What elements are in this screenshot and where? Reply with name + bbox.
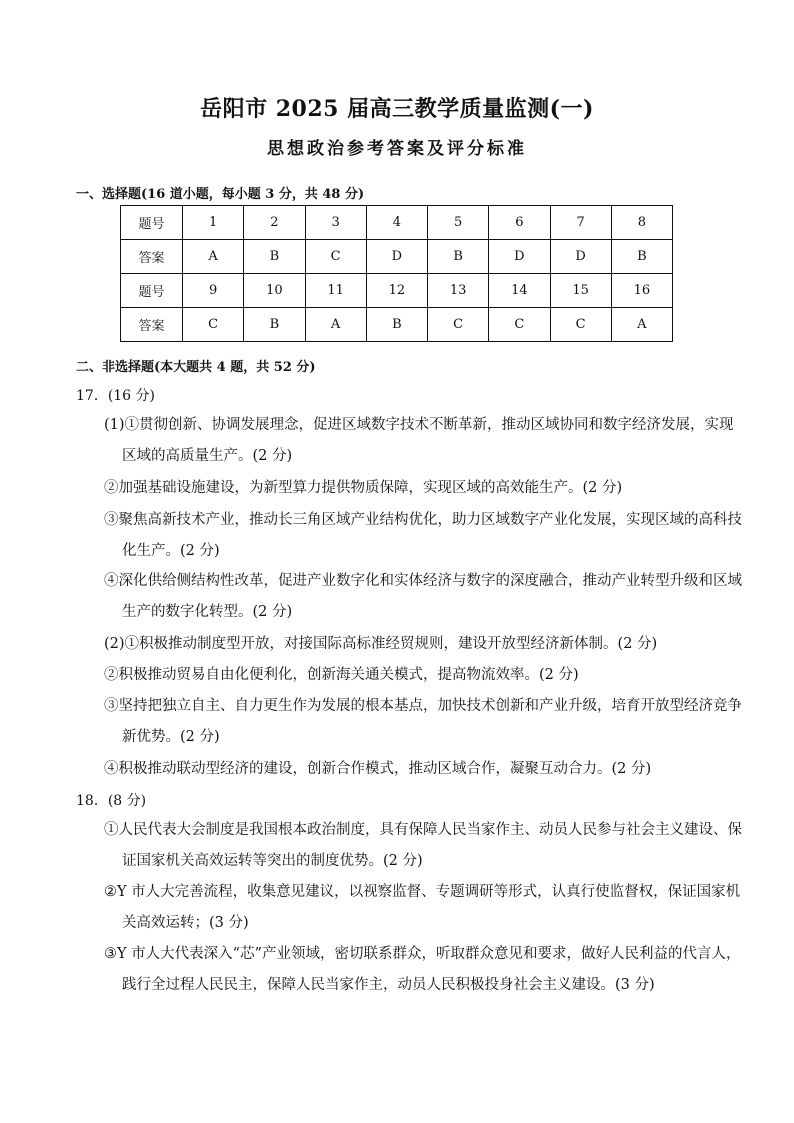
answer-table-cell: 12 [366,274,427,308]
answer-table-cell: 6 [489,206,550,240]
page-subtitle: 思想政治参考答案及评分标准 [267,139,527,159]
answer-table-row [121,206,673,240]
q18-paragraph-3: ③Y 市人大代表深入“芯”产业领域，密切联系群众，听取群众意见和要求，做好人民利益的代言人，践行全过程人民民主，保障人民当家作主，动员人民积极投身社会主义建设。(3 分) [104,946,741,993]
answer-table-cell: 11 [305,274,366,308]
question-18-heading: 18．(8 分) [76,793,147,809]
answer-table-row [121,274,673,308]
answer-table-cell: 7 [550,206,611,240]
answer-table-row [121,240,673,274]
answer-table-cell: 3 [305,206,366,240]
answer-table-cell: 16 [611,274,672,308]
answer-table-cell: B [244,240,305,274]
answer-table-cell: B [244,308,305,342]
q17-paragraph-7: ③坚持把独立自主、自力更生作为发展的根本基点，加快技术创新和产业升级，培育开放型经济竞争新优势。(2 分) [104,698,742,745]
answer-table-cell: B [366,308,427,342]
q17-paragraph-1: (1)①贯彻创新、协调发展理念，促进区域数字技术不断革新，推动区域协同和数字经济发展，实现区域的高质量生产。(2 分) [104,417,734,464]
question-17-heading: 17．(16 分) [76,388,156,404]
answer-table-cell: A [183,240,244,274]
answer-table-cell: C [305,240,366,274]
answer-table-cell: 9 [183,274,244,308]
answer-table-cell: 5 [428,206,489,240]
q17-paragraph-6: ②积极推动贸易自由化便利化，创新海关通关模式，提高物流效率。(2 分) [104,667,579,683]
answer-table-row-label: 题号 [121,274,183,308]
answer-table-cell: 1 [183,206,244,240]
q18-paragraph-1: ①人民代表大会制度是我国根本政治制度，具有保障人民当家作主、动员人民参与社会主义建设、保证国家机关高效运转等突出的制度优势。(2 分) [104,822,742,869]
answer-table-cell: B [611,240,672,274]
q17-paragraph-8: ④积极推动联动型经济的建设，创新合作模式，推动区域合作，凝聚互动合力。(2 分) [104,761,652,777]
answer-table-cell: 13 [428,274,489,308]
q18-paragraph-2: ②Y 市人大完善流程，收集意见建议，以视察监督、专题调研等形式，认真行使监督权，保证国家机关高效运转；(3 分) [104,884,741,931]
answer-table-cell: A [305,308,366,342]
answer-table-cell: C [183,308,244,342]
answer-table-cell: D [366,240,427,274]
answer-table-cell: 8 [611,206,672,240]
q17-paragraph-2: ②加强基础设施建设，为新型算力提供物质保障，实现区域的高效能生产。(2 分) [104,480,623,496]
answer-table-cell: C [550,308,611,342]
answer-table-cell: D [489,240,550,274]
answer-table-cell: C [489,308,550,342]
answer-table-cell: B [428,240,489,274]
answer-table [120,205,673,342]
q17-paragraph-4: ④深化供给侧结构性改革，促进产业数字化和实体经济与数字的深度融合，推动产业转型升级和区域生产的数字化转型。(2 分) [104,573,742,620]
page-title: 岳阳市 2025 届高三教学质量监测(一) [200,96,594,122]
answer-table-row [121,308,673,342]
answer-table-cell: 14 [489,274,550,308]
answer-table-cell: D [550,240,611,274]
answer-table-cell: C [428,308,489,342]
answer-table-cell: 10 [244,274,305,308]
section2-heading: 二、非选择题(本大题共 4 题，共 52 分) [76,360,316,375]
answer-table-cell: 4 [366,206,427,240]
q17-paragraph-5: (2)①积极推动制度型开放，对接国际高标准经贸规则，建设开放型经济新体制。(2 分) [104,636,658,652]
answer-table-row-label: 题号 [121,206,183,240]
section1-heading: 一、选择题(16 道小题，每小题 3 分，共 48 分) [76,187,365,202]
answer-table-row-label: 答案 [121,308,183,342]
q17-paragraph-3: ③聚焦高新技术产业，推动长三角区域产业结构优化，助力区域数字产业化发展，实现区域的高科技化生产。(2 分) [104,512,742,559]
answer-table-row-label: 答案 [121,240,183,274]
answer-table-cell: 2 [244,206,305,240]
answer-table-cell: A [611,308,672,342]
answer-table-cell: 15 [550,274,611,308]
